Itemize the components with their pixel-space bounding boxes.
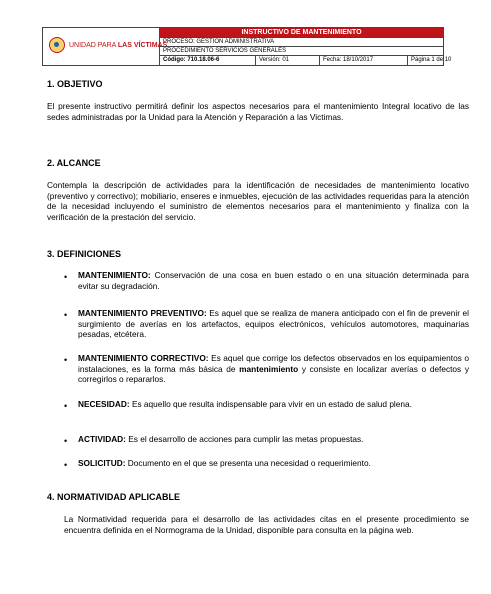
- bullet-icon: [64, 404, 69, 409]
- definition-item: [78, 353, 469, 385]
- page-cell: Página 1 de 10: [411, 57, 452, 63]
- section-normatividad-title: 4. NORMATIVIDAD APLICABLE: [47, 492, 181, 502]
- definition-term: SOLICITUD:: [78, 458, 126, 468]
- definition-text: Es aquel que se realiza de manera anticipado con el fin de prevenir el surgimiento de averías en los artefactos, equipos electrónicos, vehículos automotores, maquinarias pesadas, etcétera.: [78, 308, 469, 340]
- bullet-icon: [64, 275, 69, 280]
- definition-term: ACTIVIDAD:: [78, 434, 126, 444]
- process-line: PROCESO: GESTION ADMINISTRATIVA: [160, 37, 443, 46]
- bullet-icon: [64, 439, 69, 444]
- definition-term: MANTENIMIENTO CORRECTIVO:: [78, 353, 209, 363]
- section-objetivo-text: El presente instructivo permitirá definir los aspectos necesarios para el mantenimiento Integral locativo de las sedes administradas por la Unidad para la Atención y Reparación a las Victimas.: [47, 101, 469, 122]
- section-normatividad-text: La Normatividad requerida para el desarrollo de las actividades citas en el presente procedimiento se encuentra definida en el Normograma de la Unidad, disponible para consulta en la página web.: [64, 514, 469, 535]
- definition-term: MANTENIMIENTO:: [78, 270, 151, 280]
- logo-cell: [43, 28, 168, 65]
- definition-text: Conservación de una cosa en buen estado o en una situación determinada para evitar su degradación.: [78, 270, 469, 291]
- definition-text: Es aquel que corrige los defectos observados en los equipamientos o instalaciones, es la forma más básica de: [78, 353, 469, 374]
- procedure-line: PROCEDIMIENTO SERVICIOS GENERALES: [160, 46, 443, 55]
- code-cell: Código: 710.18.06-6: [160, 56, 256, 65]
- date-cell: Fecha: 18/10/2017: [320, 56, 408, 65]
- definition-text: Es aquello que resulta indispensable para vivir en un estado de salud plena.: [129, 399, 412, 409]
- logo-prefix: UNIDAD PARA: [69, 41, 118, 49]
- definition-text: y consiste en localizar averías o defectos y corregirlos o repararlos.: [78, 363, 469, 385]
- definition-term: NECESIDAD:: [78, 399, 130, 409]
- definition-item: [78, 308, 469, 340]
- logo-text: [69, 41, 167, 50]
- definition-emphasis: mantenimiento: [239, 363, 299, 374]
- version-cell: Versión: 01: [256, 56, 320, 65]
- section-objetivo-title: 1. OBJETIVO: [47, 79, 103, 89]
- document-header: [42, 27, 452, 66]
- bullet-icon: [64, 463, 69, 468]
- definition-item: [78, 434, 469, 445]
- unidad-victimas-logo: [49, 37, 167, 53]
- bullet-icon: [64, 313, 69, 318]
- meta-row: [160, 55, 452, 65]
- section-alcance-title: 2. ALCANCE: [47, 158, 101, 168]
- logo-bold: LAS VÍCTIMAS: [117, 41, 168, 49]
- definition-item: [78, 270, 469, 291]
- definition-item: [78, 458, 469, 469]
- definition-item: [78, 399, 469, 410]
- definition-term: MANTENIMIENTO PREVENTIVO:: [78, 308, 207, 318]
- definition-text: Documento en el que se presenta una necesidad o requerimiento.: [125, 458, 371, 468]
- bullet-icon: [64, 358, 69, 363]
- section-alcance-text: Contempla la descripción de actividades para la identificación de necesidades de mantenimiento locativo (preventivo y correctivo); mobiliario, enseres e inmuebles, ejecución de las actividades requeridas para la atención de la necesidad incluyendo el suministro de elementos necesarios para el mantenimiento y finaliza con la verificación de la prestación del servicio.: [47, 180, 469, 222]
- section-definiciones-title: 3. DEFINICIONES: [47, 249, 122, 259]
- header-info: [160, 28, 452, 65]
- document-title: INSTRUCTIVO DE MANTENIMIENTO: [160, 28, 443, 37]
- definition-text: Es el desarrollo de acciones para cumplir las metas propuestas.: [125, 434, 364, 444]
- seal-icon: [49, 37, 65, 53]
